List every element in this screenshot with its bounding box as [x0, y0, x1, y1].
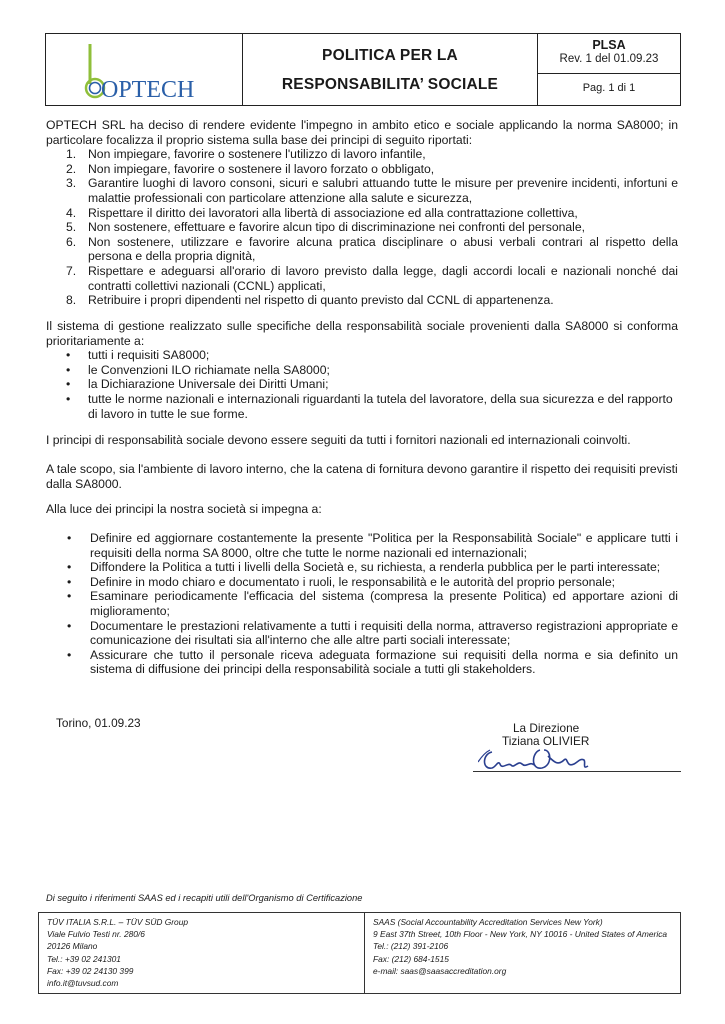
- commitment-item: • Assicurare che tutto il personale riceva adeguata formazione sui requisiti della norma e sia definito un sistema di diffusione dei principi della responsabilità sociale a tutti gli stakeholders.: [46, 648, 678, 677]
- commit-intro: Alla luce dei principi la nostra società si impegna a:: [46, 502, 322, 516]
- principle-item: 6. Non sostenere, utilizzare e favorire alcuna pratica disciplinare o abusi verbali contrari al rispetto della persona e della propria dignità,: [66, 234, 678, 264]
- system-list: [46, 348, 678, 421]
- principle-item: 8. Retribuire i propri dipendenti nel rispetto di quanto previsto dal CCNL di appartenenza.: [66, 293, 554, 308]
- principle-item: 5. Non sostenere, effettuare e favorire alcun tipo di discriminazione nei confronti del personale,: [66, 220, 586, 235]
- document-header: [45, 33, 681, 106]
- revision-label: Rev. 1 del 01.09.23: [559, 53, 659, 65]
- commitment-item: • Documentare le prestazioni relativamente a tutti i requisiti della norma, attraverso registrazioni appropriate e comunicazione dei risultati sia all'interno che alle altre parti sociali interessate;: [46, 619, 678, 648]
- certification-contacts: [38, 912, 681, 994]
- principle-item: 4. Rispettare il diritto dei lavoratori alla libertà di associazione ed alla contrattazione collettiva,: [66, 205, 578, 220]
- cert-line: Tel.: +39 02 241301: [47, 953, 121, 964]
- system-item: • tutti i requisiti SA8000;: [46, 348, 678, 363]
- page-number: Pag. 1 di 1: [582, 82, 636, 94]
- title-line-2: RESPONSABILITA’ SOCIALE: [281, 75, 499, 93]
- saas-email: e-mail: saas@saasaccreditation.org: [373, 965, 507, 976]
- system-section: [46, 319, 678, 421]
- signatory-role: La Direzione: [513, 721, 580, 735]
- system-item: • le Convenzioni ILO richiamate nella SA8000;: [46, 363, 678, 378]
- suppliers-paragraph: I principi di responsabilità sociale devono essere seguiti da tutti i fornitori nazionali ed internazionali coinvolti.: [46, 433, 631, 447]
- cert-line: 20126 Milano: [47, 941, 98, 952]
- commitments-list: [46, 531, 678, 677]
- place-date: Torino, 01.09.23: [56, 716, 141, 730]
- cert-line: Viale Fulvio Testi nr. 280/6: [47, 929, 145, 940]
- intro-section: [46, 118, 678, 308]
- system-item: • la Dichiarazione Universale dei Diritti Umani;: [46, 377, 678, 392]
- commitment-item: • Definire in modo chiaro e documentato i ruoli, le responsabilità e le autorità del proprio personale;: [46, 575, 678, 590]
- commitment-item: • Definire ed aggiornare costantemente la presente "Politica per la Responsabilità Sociale" e applicare tutti i requisiti della norma SA 8000, oltre che tutte le norme nazionali ed internazionali;: [46, 531, 678, 560]
- document-meta: [538, 34, 680, 105]
- signatory-name: Tiziana OLIVIER: [502, 734, 590, 748]
- commitments-section: [46, 531, 678, 677]
- commitment-item: • Esaminare periodicamente l'efficacia del sistema (compresa la presente Politica) ed apportare azioni di miglioramento;: [46, 589, 678, 618]
- document-code: PLSA: [592, 38, 626, 52]
- signature-line: [473, 771, 681, 772]
- title-line-1: POLITICA PER LA: [322, 46, 458, 64]
- saas-line: SAAS (Social Accountability Accreditation Services New York): [373, 917, 603, 927]
- saas-line: Tel.: (212) 391-2106: [373, 941, 449, 952]
- cert-line: Fax: +39 02 24130 399: [47, 965, 134, 976]
- intro-paragraph: OPTECH SRL ha deciso di rendere evidente l'impegno in ambito etico e sociale applicando la norma SA8000; in particolare focalizza il proprio sistema sulla base dei principi di seguito riportati:: [46, 118, 678, 147]
- certification-note: Di seguito i riferimenti SAAS ed i recapiti utili dell'Organismo di Certificazione: [46, 893, 363, 903]
- certification-body-box: [39, 913, 365, 993]
- cert-line: TÜV ITALIA S.R.L. – TÜV SÜD Group: [47, 917, 189, 927]
- principles-list: [46, 147, 678, 308]
- principle-item: 3. Garantire luoghi di lavoro consoni, sicuri e salubri attuando tutte le misure per prevenire incidenti, infortuni e malattie professionali con particolare attenzione alla salute e sicurezza,: [66, 176, 678, 205]
- principle-item: 7. Rispettare e adeguarsi all'orario di lavoro previsto dalla legge, dagli accordi locali e nazionali nonché dai contratti collettivi nazionali (CCNL) applicati,: [66, 263, 678, 293]
- system-intro: Il sistema di gestione realizzato sulle specifiche della responsabilità sociale provenienti dalla SA8000 si conforma prioritariamente a:: [46, 319, 678, 348]
- scope-paragraph: A tale scopo, sia l'ambiente di lavoro interno, che la catena di fornitura devono garantire il rispetto dei requisiti previsti dalla SA8000.: [46, 462, 678, 491]
- saas-line: Fax: (212) 684-1515: [373, 953, 449, 964]
- document-title: [243, 34, 538, 105]
- commitment-item: • Diffondere la Politica a tutti i livelli della Società e, su richiesta, a renderla pubblica per le parti interessate;: [46, 560, 678, 575]
- saas-box: [365, 913, 680, 993]
- logo-text: OPTECH: [101, 77, 195, 102]
- optech-logo-icon: [76, 40, 226, 102]
- saas-line: 9 East 37th Street, 10th Floor - New York, NY 10016 - United States of America: [373, 929, 668, 940]
- system-item: • tutte le norme nazionali e internazionali riguardanti la tutela del lavoratore, della sua sicurezza e del rapporto di lavoro in tutte le sue forme.: [46, 392, 678, 421]
- cert-email: info.it@tuvsud.com: [47, 978, 119, 989]
- principle-item: 2. Non impiegare, favorire o sostenere il lavoro forzato o obbligato,: [66, 161, 435, 176]
- company-logo: [46, 34, 243, 105]
- principle-item: 1. Non impiegare, favorire o sostenere l'utilizzo di lavoro infantile,: [66, 147, 426, 162]
